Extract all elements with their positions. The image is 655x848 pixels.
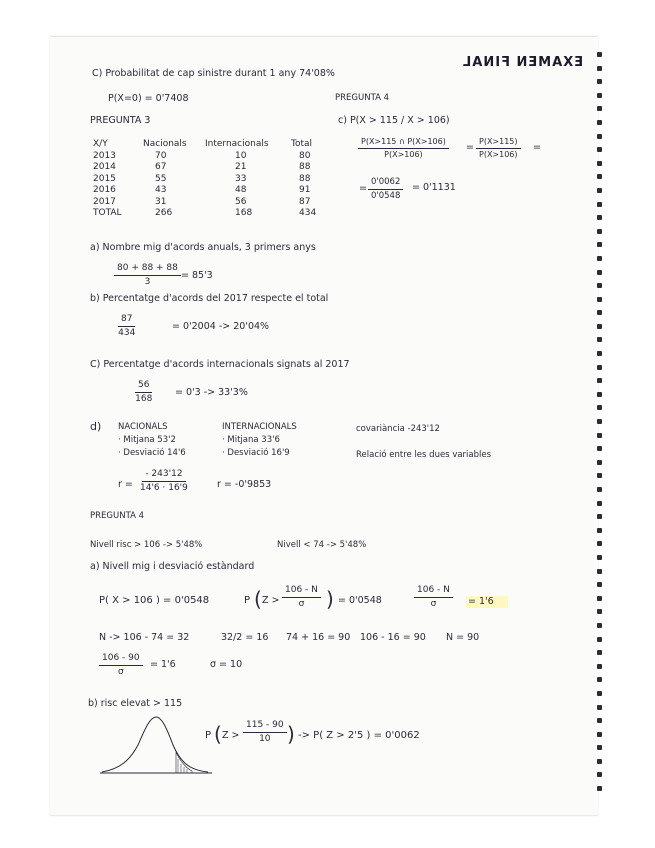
open-paren: ( <box>254 587 262 611</box>
fraction-numerator: 106 - N <box>414 586 453 598</box>
fraction-sigma <box>99 654 143 677</box>
z-result: = 0'0548 <box>338 595 382 606</box>
fraction-denominator: 0'0548 <box>371 190 401 201</box>
table-cell: 266 <box>155 208 173 218</box>
q-result: = 1'6 <box>466 596 508 608</box>
fraction-numerator: P(X>115 ∩ P(X>106) <box>358 138 449 149</box>
internacionals-mitjana: · Mitjana 33'6 <box>222 435 280 445</box>
table-cell: 80 <box>299 150 311 161</box>
close-paren: ) <box>287 722 295 746</box>
pregunta-4-heading-right: PREGUNTA 4 <box>335 93 390 103</box>
spiral-binding <box>597 52 603 812</box>
risk-level-low: Nivell < 74 -> 5'48% <box>277 540 367 550</box>
fraction-b <box>118 315 135 338</box>
fraction-z <box>282 586 321 609</box>
nacionals-desviacio: · Desviació 14'6 <box>118 448 186 458</box>
table-cell: 91 <box>299 185 311 195</box>
page-title: EXAMEN FINAL <box>462 55 584 70</box>
normal-curve-sketch <box>100 715 215 777</box>
table-cell: 43 <box>155 185 167 195</box>
fraction-denominator: 10 <box>259 734 271 744</box>
pregunta-4-heading: PREGUNTA 4 <box>90 511 145 521</box>
table-cell: 56 <box>235 196 247 207</box>
nacionals-mitjana: · Mitjana 53'2 <box>118 435 176 445</box>
table-cell: 31 <box>155 196 167 207</box>
fraction-denominator: 14'6 · 16'9 <box>140 483 188 493</box>
fraction-c <box>135 381 152 404</box>
fraction-a <box>114 264 181 287</box>
internacionals-desviacio: · Desviació 16'9 <box>222 448 290 458</box>
table-header-cell: Nacionals <box>143 139 187 149</box>
table-cell: 70 <box>155 150 167 161</box>
fraction-denominator: σ <box>117 667 124 677</box>
table-cell: 33 <box>235 173 247 184</box>
mean-derivation-4: 106 - 16 = 90 <box>360 632 426 643</box>
fraction-numerator: - 243'12 <box>142 470 185 482</box>
table-header-cell: Internacionals <box>205 139 269 149</box>
question-d-label: d) <box>90 420 102 433</box>
table-cell: 2017 <box>93 196 116 207</box>
table-header-row <box>93 139 331 151</box>
mean-derivation-1: N -> 106 - 74 = 32 <box>99 632 190 643</box>
covariance-value: covariància -243'12 <box>356 424 440 434</box>
table-cell: 88 <box>299 173 311 184</box>
answer-a: = 85'3 <box>181 270 213 281</box>
probability-statement: P( X > 106 ) = 0'0548 <box>99 595 210 606</box>
question-a-text: a) Nombre mig d'acords anuals, 3 primers anys <box>90 242 316 253</box>
table-row <box>93 185 331 197</box>
fraction-correlation <box>140 470 188 493</box>
fraction-numerator: 80 + 88 + 88 <box>114 264 181 276</box>
correlation-result: r = -0'9853 <box>217 479 272 490</box>
fraction-denominator: σ <box>430 599 437 609</box>
equals-sign: = <box>359 183 367 194</box>
pz-lhs: Z > <box>222 730 240 741</box>
equals-sign: = <box>533 142 541 153</box>
table-cell: 48 <box>235 185 247 195</box>
pregunta-3-heading: PREGUNTA 3 <box>90 115 151 126</box>
p-symbol: P <box>244 595 251 606</box>
fraction-denominator: 434 <box>118 328 136 338</box>
fraction-numerator: 106 - 90 <box>99 654 143 666</box>
question-4a-text: a) Nivell mig i desviació estàndard <box>90 561 255 572</box>
table-row <box>93 197 331 209</box>
fraction-denominator: σ <box>298 599 305 609</box>
close-paren: ) <box>326 587 334 611</box>
c-probability-text: C) Probabilitat de cap sinistre durant 1 any 74'08% <box>92 68 335 79</box>
fraction-denominator: P(X>106) <box>384 150 423 159</box>
table-cell: 87 <box>299 196 311 207</box>
table-cell: TOTAL <box>93 208 122 218</box>
mean-derivation-2: 32/2 = 16 <box>221 632 269 643</box>
table-cell: 2015 <box>93 173 116 184</box>
fraction-conditional-3 <box>368 178 403 200</box>
fraction-q <box>414 586 453 609</box>
z-lhs: Z > <box>262 595 280 606</box>
fraction-conditional-1 <box>358 138 449 159</box>
table-header-cell: Total <box>291 139 313 149</box>
question-c-text: C) Percentatge d'acords internacionals signats al 2017 <box>90 359 350 370</box>
agreements-table <box>93 139 331 220</box>
fraction-numerator: 87 <box>118 315 135 327</box>
correlation-lhs: r = <box>118 479 133 490</box>
table-row <box>93 162 331 174</box>
table-row <box>93 208 331 220</box>
internacionals-title: INTERNACIONALS <box>222 422 297 432</box>
table-cell: 2013 <box>93 150 116 161</box>
sigma-value: σ = 10 <box>210 659 243 670</box>
fraction-numerator: 0'0062 <box>368 178 403 190</box>
table-row <box>93 174 331 186</box>
table-cell: 168 <box>235 208 253 218</box>
fraction-numerator: 56 <box>135 381 152 393</box>
conditional-probability-text: c) P(X > 115 / X > 106) <box>338 115 450 126</box>
table-cell: 2014 <box>93 162 116 172</box>
fraction-numerator: P(X>115) <box>476 138 521 149</box>
fraction-denominator: P(X>106) <box>479 150 518 159</box>
sigma-equation-result: = 1'6 <box>150 659 176 670</box>
pz-result: -> P( Z > 2'5 ) = 0'0062 <box>298 730 420 741</box>
table-cell: 10 <box>235 150 247 161</box>
table-cell: 67 <box>155 162 167 172</box>
fraction-numerator: 106 - N <box>282 586 321 598</box>
c-probability-value: P(X=0) = 0'7408 <box>108 93 189 104</box>
fraction-conditional-2 <box>476 138 521 159</box>
relation-text: Relació entre les dues variables <box>356 450 492 460</box>
p-symbol: P <box>205 730 212 741</box>
table-row <box>93 151 331 163</box>
question-4b-text: b) risc elevat > 115 <box>88 698 183 709</box>
table-cell: 55 <box>155 173 167 184</box>
conditional-result: = 0'1131 <box>412 182 456 193</box>
fraction-denominator: 168 <box>135 394 153 404</box>
fraction-numerator: 115 - 90 <box>243 721 287 733</box>
mean-result: N = 90 <box>446 632 480 643</box>
open-paren: ( <box>214 722 222 746</box>
table-cell: 88 <box>299 162 311 172</box>
question-b-text: b) Percentatge d'acords del 2017 respecte el total <box>90 293 329 304</box>
table-cell: 434 <box>299 208 317 218</box>
fraction-pz <box>243 721 287 744</box>
nacionals-title: NACIONALS <box>118 422 168 432</box>
table-header-cell: X/Y <box>93 139 108 149</box>
equals-sign: = <box>466 142 474 153</box>
risk-level-high: Nivell risc > 106 -> 5'48% <box>90 540 203 550</box>
answer-c: = 0'3 -> 33'3% <box>175 387 248 398</box>
table-cell: 21 <box>235 162 247 172</box>
answer-b: = 0'2004 -> 20'04% <box>172 321 270 332</box>
mean-derivation-3: 74 + 16 = 90 <box>286 632 351 643</box>
table-cell: 2016 <box>93 185 116 195</box>
fraction-denominator: 3 <box>144 277 151 287</box>
